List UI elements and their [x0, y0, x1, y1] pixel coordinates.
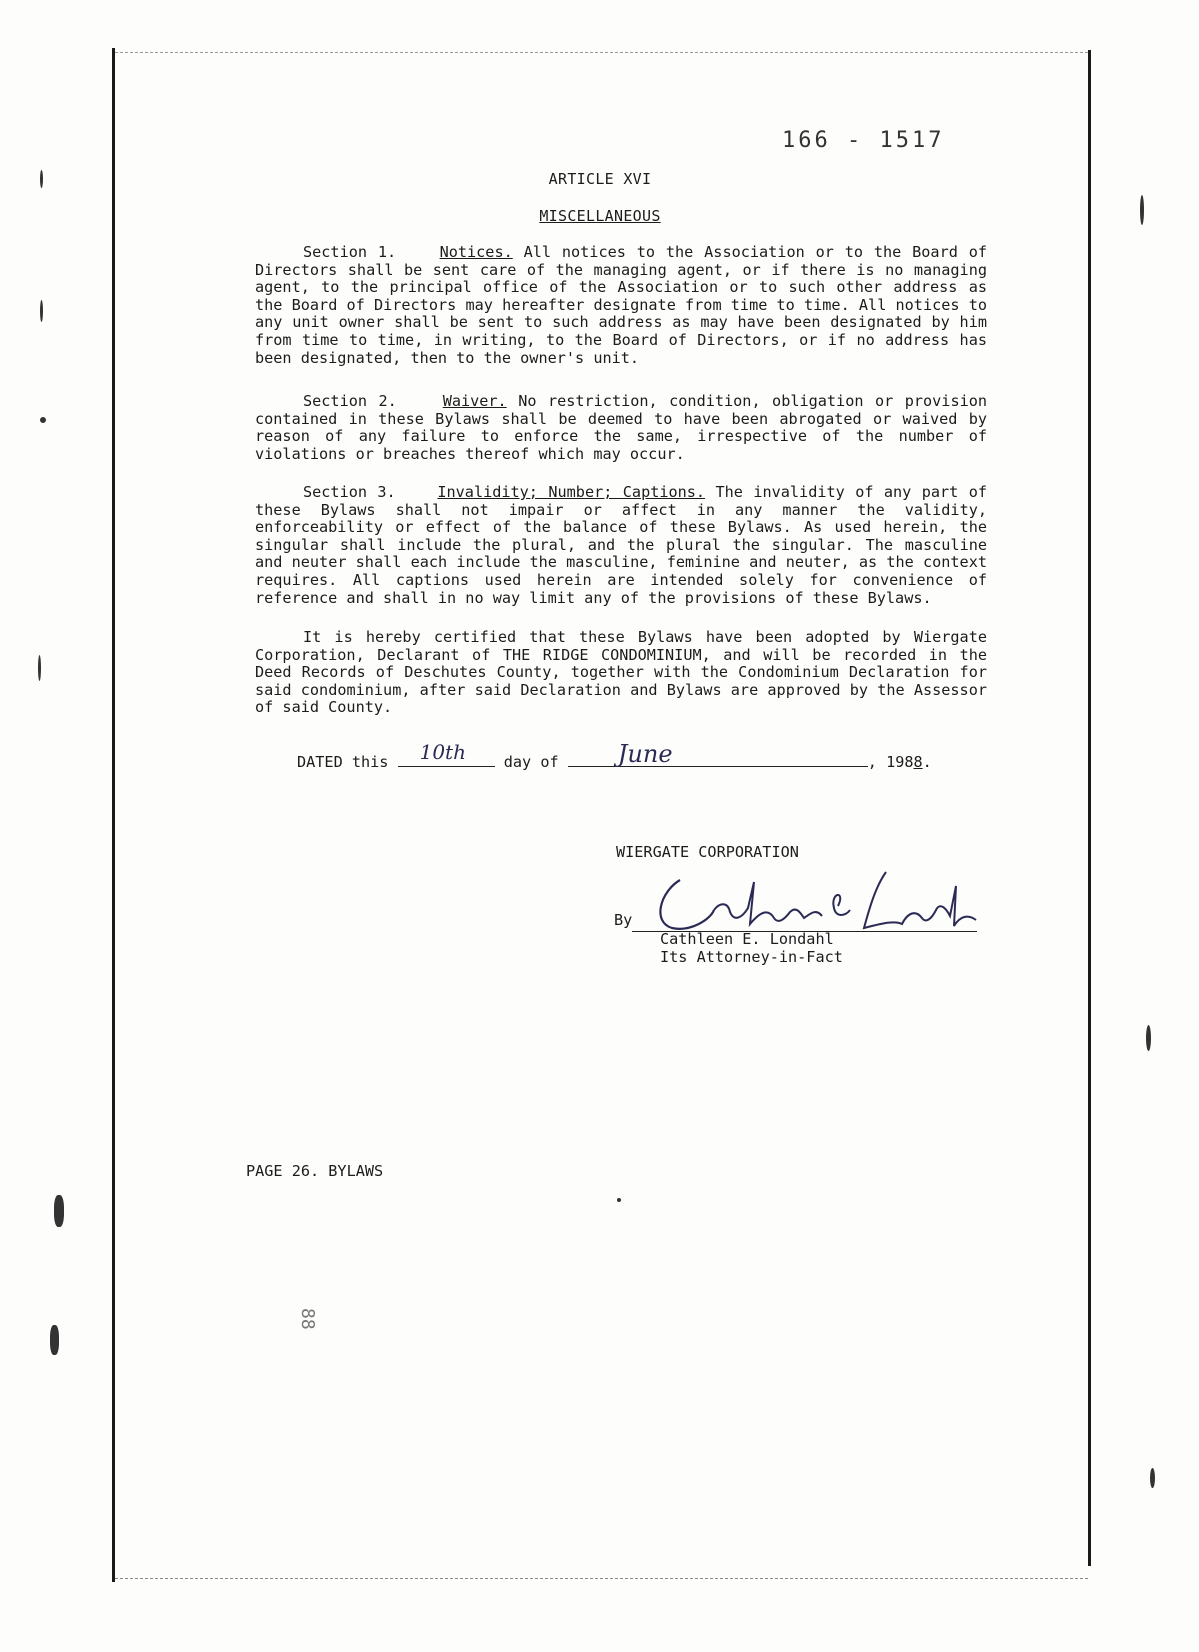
- dated-suffix: .: [922, 753, 932, 771]
- signer-title: Its Attorney-in-Fact: [660, 948, 843, 966]
- by-label: By: [614, 911, 633, 929]
- scan-border-right: [1088, 50, 1091, 1566]
- page-footer: PAGE 26. BYLAWS: [246, 1162, 384, 1180]
- company-name: WIERGATE CORPORATION: [616, 843, 799, 861]
- scan-speck: [54, 1195, 64, 1227]
- section-3-heading: Invalidity; Number; Captions.: [437, 483, 706, 501]
- section-2-heading: Waiver.: [442, 392, 507, 410]
- scan-speck: [50, 1325, 59, 1355]
- handwritten-day: 10th: [419, 740, 466, 764]
- section-2-label: Section 2.: [303, 392, 397, 410]
- scan-speck: [1150, 1468, 1155, 1488]
- section-1-paragraph: [255, 244, 987, 367]
- scan-edge-top: [115, 52, 1088, 53]
- section-3-label: Section 3.: [303, 483, 396, 501]
- day-blank: [398, 740, 495, 767]
- signer-name: Cathleen E. Londahl: [660, 930, 834, 948]
- margin-mark: 88: [297, 1308, 318, 1330]
- handwritten-signature: [650, 862, 980, 940]
- section-3-body: The invalidity of any part of these Bylaws shall not impair or affect in any manner the validity, enforceability or effect of the balance of these Bylaws. As used herein, the singular shall include the plural, and the plural the singular. The masculine and neuter shall each include the masculine, feminine and neuter, as the context requires. All captions used herein are intended solely for convenience of reference and shall in no way limit any of the provisions of these Bylaws.: [255, 483, 988, 607]
- section-1-body: All notices to the Association or to the Board of Directors shall be sent care of the managing agent, or if there is no managing agent, to the principal office of the Association or to such other address as the Board of Directors may hereafter designate from time to time. All notices to any unit owner shall be sent to such address as may have been designated by him from time to time, in writing, to the Board of Directors, or if no address has been designated, then to the owner's unit.: [255, 243, 988, 367]
- scan-speck: [617, 1198, 621, 1202]
- section-3-paragraph: [255, 484, 987, 607]
- scan-speck: [1140, 195, 1144, 225]
- article-subtitle: MISCELLANEOUS: [539, 207, 661, 225]
- section-2-paragraph: [255, 393, 987, 463]
- scan-speck: [1146, 1025, 1151, 1051]
- section-2-body: No restriction, condition, obligation or provision contained in these Bylaws shall be deemed to have been abrogated or waived by reason of any failure to enforce the same, irrespective of the number of violations or breaches thereof which may occur.: [255, 392, 988, 463]
- recording-stamp-number: 166 - 1517: [782, 128, 945, 153]
- scan-speck: [38, 655, 41, 681]
- handwritten-month: June: [617, 740, 673, 768]
- year-prefix: , 198: [867, 753, 914, 771]
- scan-speck: [40, 417, 46, 423]
- signer-block: [660, 930, 843, 966]
- dated-line: [297, 740, 932, 771]
- section-1-label: Section 1.: [303, 243, 397, 261]
- section-1-heading: Notices.: [439, 243, 513, 261]
- dated-middle: day of: [503, 753, 559, 771]
- article-title: ARTICLE XVI: [548, 170, 652, 188]
- scan-speck: [40, 170, 43, 188]
- scan-edge-bottom: [115, 1578, 1088, 1579]
- scan-border-left: [112, 48, 115, 1582]
- month-blank: [568, 740, 868, 768]
- scan-speck: [40, 300, 43, 322]
- certification-paragraph: It is hereby certified that these Bylaws have been adopted by Wiergate Corporation, Declarant of THE RIDGE CONDOMINIUM, and will be recorded in the Deed Records of Deschutes County, together with the Condominium Declaration for said condominium, after said Declaration and Bylaws are approved by the Assessor of said County.: [255, 628, 987, 717]
- year-last-digit: 8: [913, 753, 923, 771]
- dated-prefix: DATED this: [297, 753, 389, 771]
